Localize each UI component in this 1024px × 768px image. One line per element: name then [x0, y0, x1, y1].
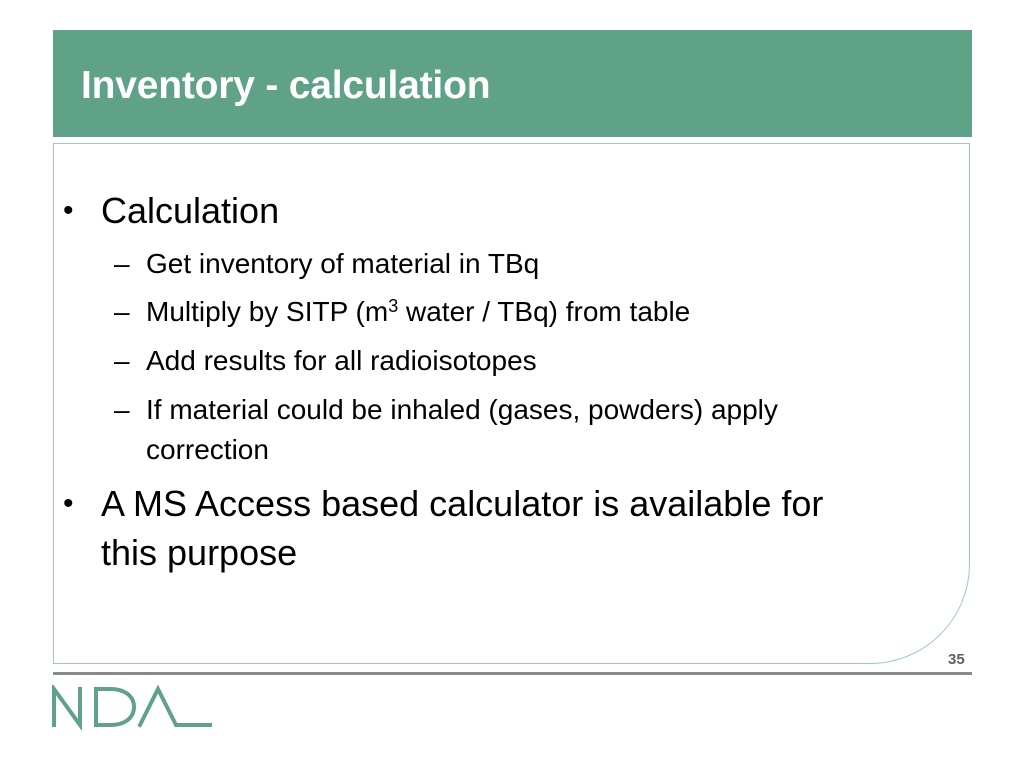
content-frame [53, 143, 970, 664]
dash-marker: – [114, 248, 130, 279]
sub-bullet-text-before: Multiply by SITP (m [146, 296, 389, 327]
slide-title: Inventory - calculation [81, 64, 491, 107]
sub-bullet-inhaled [114, 390, 778, 430]
sub-bullet-line-2: correction [146, 434, 269, 465]
superscript-three: 3 [388, 296, 399, 316]
sub-bullet-multiply [114, 292, 691, 332]
sub-bullet-line-1: If material could be inhaled (gases, powders) apply [146, 394, 778, 425]
dash-marker: – [114, 394, 130, 425]
bullet-list [54, 144, 969, 663]
title-band [53, 30, 972, 137]
sub-bullet-inhaled-continued [146, 430, 269, 470]
bullet-text: Calculation [101, 190, 280, 231]
bullet-text-line-1: A MS Access based calculator is available for [101, 483, 824, 524]
bullet-text-line-2: this purpose [101, 532, 298, 573]
sub-bullet-text-after: water / TBq) from table [398, 296, 691, 327]
bullet-calculation [63, 188, 280, 234]
sub-bullet-text: Get inventory of material in TBq [146, 248, 540, 279]
bullet-marker: • [63, 487, 74, 520]
sub-bullet-get-inventory [114, 244, 540, 284]
sub-bullet-add-results [114, 341, 537, 381]
bullet-calculator-continued [101, 530, 297, 576]
dash-marker: – [114, 296, 130, 327]
page-number: 35 [948, 651, 965, 668]
sub-bullet-text: Add results for all radioisotopes [146, 345, 537, 376]
bullet-marker: • [63, 194, 74, 227]
footer-divider [53, 672, 972, 675]
dash-marker: – [114, 345, 130, 376]
nda-logo [50, 685, 215, 735]
bullet-calculator [63, 481, 824, 527]
nda-logo-mark [50, 685, 215, 730]
